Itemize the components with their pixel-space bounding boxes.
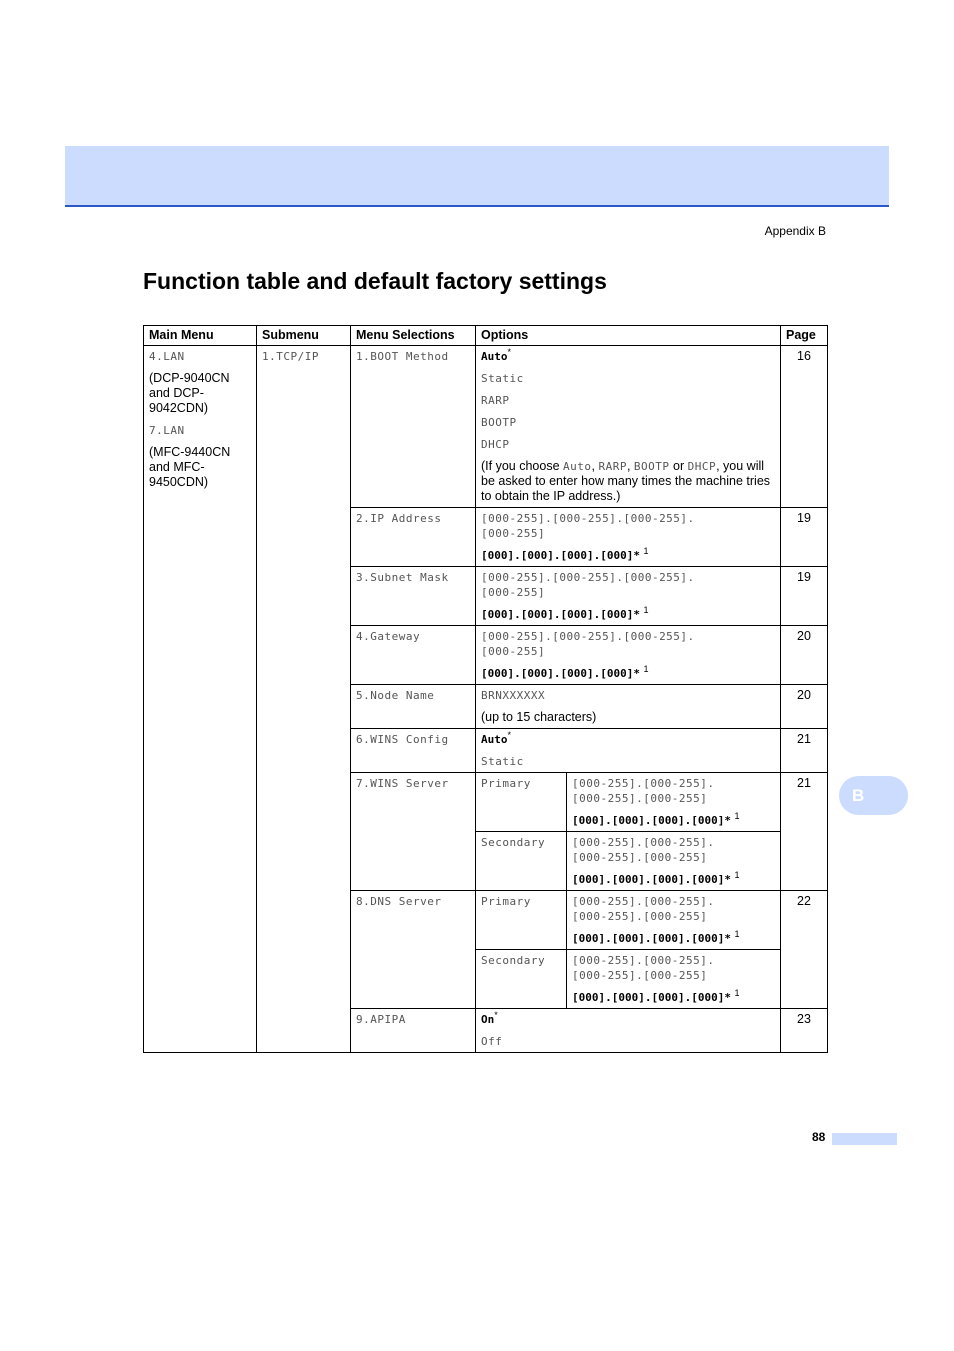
range-line-1: [000-255].[000-255]. (572, 954, 715, 967)
selection-label: 3.Subnet Mask (356, 571, 449, 584)
wins-primary-label: Primary (481, 777, 531, 790)
selection-label: 7.WINS Server (356, 777, 449, 790)
header-main-menu: Main Menu (144, 326, 257, 346)
option-dhcp: DHCP (481, 438, 510, 451)
selection-label: 1.BOOT Method (356, 350, 449, 363)
page-ref: 19 (781, 508, 828, 567)
main-menu-note-dcp: (DCP-9040CN and DCP-9042CDN) (149, 371, 230, 415)
dns-secondary-label: Secondary (481, 954, 546, 967)
subtable-row (476, 950, 780, 1009)
default-value: [000].[000].[000].[000]* (481, 549, 640, 562)
footnote-ref: 1 (643, 604, 649, 615)
page-title: Function table and default factory settings (143, 268, 607, 294)
table-row (144, 346, 828, 508)
range-line-2: [000-255] (481, 645, 546, 658)
submenu-cell (257, 346, 351, 1053)
footnote-ref: 1 (643, 545, 649, 556)
selection-ip-address (351, 508, 476, 567)
node-name-note: (up to 15 characters) (481, 710, 597, 724)
range-line-2: [000-255].[000-255] (572, 969, 708, 982)
range-line-2: [000-255].[000-255] (572, 851, 708, 864)
main-menu-cell (144, 346, 257, 1053)
selection-label: 6.WINS Config (356, 733, 449, 746)
page-number: 88 (812, 1130, 826, 1144)
default-value: [000].[000].[000].[000]* (572, 814, 731, 827)
selection-apipa (351, 1009, 476, 1053)
page-ref: 20 (781, 685, 828, 729)
table-header-row (144, 326, 828, 346)
options-apipa (476, 1009, 781, 1053)
footnote-ref: 1 (734, 987, 740, 998)
default-value: [000].[000].[000].[000]* (572, 991, 731, 1004)
footnote-ref: 1 (734, 810, 740, 821)
selection-wins-server (351, 773, 476, 891)
default-value: [000].[000].[000].[000]* (572, 873, 731, 886)
option-rarp: RARP (481, 394, 510, 407)
options-boot-method (476, 346, 781, 508)
page-ref: 21 (781, 773, 828, 891)
submenu-tcpip: 1.TCP/IP (262, 350, 319, 363)
range-line-1: [000-255].[000-255]. (572, 777, 715, 790)
default-marker: * (494, 1009, 498, 1020)
selection-node-name (351, 685, 476, 729)
wins-server-subtable (476, 773, 780, 890)
selection-dns-server (351, 891, 476, 1009)
range-line-2: [000-255] (481, 586, 546, 599)
dns-primary-label: Primary (481, 895, 531, 908)
page-ref: 22 (781, 891, 828, 1009)
subtable-row (476, 832, 780, 891)
range-line-1: [000-255].[000-255]. (572, 895, 715, 908)
options-dns-server (476, 891, 781, 1009)
header-page: Page (781, 326, 828, 346)
option-static: Static (481, 372, 524, 385)
header-band (65, 146, 889, 207)
page-ref: 16 (781, 346, 828, 508)
default-value: [000].[000].[000].[000]* (481, 608, 640, 621)
options-gateway (476, 626, 781, 685)
appendix-label: Appendix B (764, 224, 826, 238)
subtable-row (476, 891, 780, 950)
default-value: [000].[000].[000].[000]* (481, 667, 640, 680)
main-menu-item-mfc: 7.LAN (149, 424, 185, 437)
selection-label: 8.DNS Server (356, 895, 442, 908)
dns-server-subtable (476, 891, 780, 1008)
range-line-1: [000-255].[000-255].[000-255]. (481, 512, 695, 525)
node-name-value: BRNXXXXXX (481, 689, 546, 702)
selection-label: 2.IP Address (356, 512, 442, 525)
options-wins-server (476, 773, 781, 891)
header-menu-selections: Menu Selections (351, 326, 476, 346)
footnote-ref: 1 (734, 869, 740, 880)
default-marker: * (507, 729, 512, 740)
function-table (143, 325, 828, 1053)
main-menu-note-mfc: (MFC-9440CN and MFC-9450CDN) (149, 445, 231, 489)
selection-wins-config (351, 729, 476, 773)
page-ref: 19 (781, 567, 828, 626)
page-ref: 23 (781, 1009, 828, 1053)
option-bootp: BOOTP (481, 416, 517, 429)
range-line-2: [000-255].[000-255] (572, 792, 708, 805)
page-number-bar (832, 1133, 897, 1145)
options-node-name (476, 685, 781, 729)
range-line-1: [000-255].[000-255].[000-255]. (481, 571, 695, 584)
selection-label: 5.Node Name (356, 689, 435, 702)
range-line-2: [000-255].[000-255] (572, 910, 708, 923)
default-value: [000].[000].[000].[000]* (572, 932, 731, 945)
options-ip-address (476, 508, 781, 567)
range-line-1: [000-255].[000-255]. (572, 836, 715, 849)
default-option: On (481, 1013, 495, 1026)
header-submenu: Submenu (257, 326, 351, 346)
selection-boot-method (351, 346, 476, 508)
boot-note: (If you choose Auto, RARP, BOOTP or DHCP, you will be asked to enter how many times the machine tries to obtain the IP address.) (481, 459, 771, 503)
selection-label: 4.Gateway (356, 630, 421, 643)
footnote-ref: 1 (643, 663, 649, 674)
default-option: Auto (481, 350, 508, 363)
default-marker: * (507, 346, 512, 357)
header-options: Options (476, 326, 781, 346)
range-line-2: [000-255] (481, 527, 546, 540)
selection-subnet-mask (351, 567, 476, 626)
subtable-row (476, 773, 780, 832)
options-wins-config (476, 729, 781, 773)
chapter-tab: B (839, 776, 908, 815)
options-subnet-mask (476, 567, 781, 626)
option-off: Off (481, 1035, 503, 1048)
selection-label: 9.APIPA (356, 1013, 406, 1026)
option-static: Static (481, 755, 524, 768)
default-option: Auto (481, 733, 508, 746)
wins-secondary-label: Secondary (481, 836, 546, 849)
range-line-1: [000-255].[000-255].[000-255]. (481, 630, 695, 643)
page-ref: 21 (781, 729, 828, 773)
footnote-ref: 1 (734, 928, 740, 939)
selection-gateway (351, 626, 476, 685)
main-menu-item-dcp: 4.LAN (149, 350, 185, 363)
page-ref: 20 (781, 626, 828, 685)
